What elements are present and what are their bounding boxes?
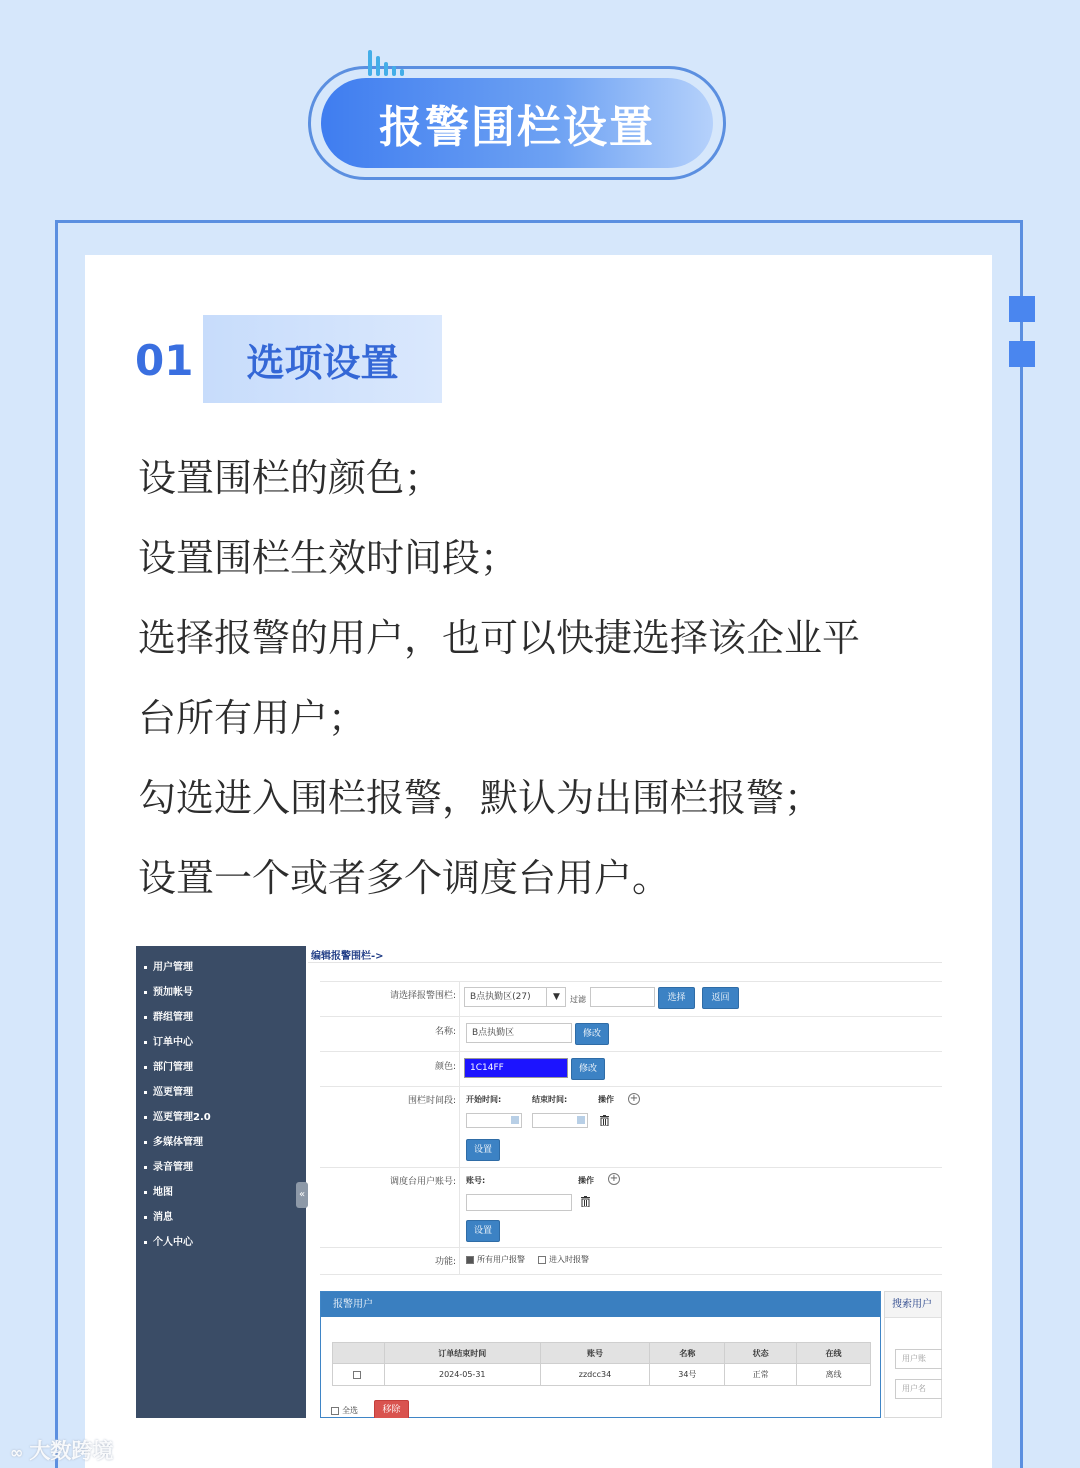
all-users-alarm-checkbox[interactable]: [466, 1256, 474, 1264]
column-header: 状态: [725, 1343, 797, 1364]
header-pill: [308, 66, 726, 180]
watermark-logo-icon: ∞: [10, 1443, 24, 1462]
divider: [320, 1086, 942, 1087]
signal-bars-icon: [368, 50, 408, 76]
watermark: [10, 1435, 113, 1465]
name-input[interactable]: B点执勤区: [466, 1023, 572, 1043]
table-row[interactable]: [333, 1364, 871, 1386]
divider: [320, 981, 942, 982]
trash-icon[interactable]: [600, 1115, 609, 1126]
column-header: [333, 1343, 385, 1364]
sidebar-item-preload-accounts[interactable]: 预加帐号: [144, 983, 193, 998]
table-header-row: [333, 1343, 871, 1364]
dispatcher-operation-label: 操作: [578, 1176, 594, 1185]
enter-alarm-checkbox[interactable]: [538, 1256, 546, 1264]
select-all-option[interactable]: 全选: [331, 1405, 358, 1416]
search-name-input[interactable]: 用户名: [895, 1379, 942, 1399]
search-account-input[interactable]: 用户账: [895, 1349, 942, 1369]
sidebar-item-profile[interactable]: 个人中心: [144, 1233, 193, 1248]
alarm-users-panel: [320, 1291, 881, 1418]
status-cell: 正常: [725, 1364, 797, 1386]
sidebar: [136, 946, 306, 1418]
section-number: 01: [135, 336, 194, 385]
operation-label: 操作: [598, 1095, 614, 1104]
page-title: 报警围栏设置: [379, 102, 655, 153]
decor-square: [1009, 341, 1035, 367]
decor-square: [1009, 296, 1035, 322]
name-modify-button[interactable]: 修改: [575, 1023, 609, 1045]
select-button[interactable]: 选择: [658, 987, 695, 1009]
fence-select[interactable]: B点执勤区(27): [464, 987, 566, 1007]
calendar-icon[interactable]: [577, 1116, 585, 1124]
end-time-cell: 2024-05-31: [384, 1364, 540, 1386]
color-label: 颜色:: [434, 1062, 456, 1072]
column-header: 账号: [540, 1343, 650, 1364]
add-period-icon[interactable]: +: [629, 1093, 639, 1104]
divider: [320, 1167, 942, 1168]
sidebar-item-groups[interactable]: 群组管理: [144, 1008, 193, 1023]
filter-input[interactable]: [590, 987, 655, 1007]
remove-button[interactable]: 移除: [374, 1400, 409, 1418]
online-cell: 离线: [797, 1364, 871, 1386]
dispatcher-account-input[interactable]: [466, 1194, 572, 1211]
divider: [885, 1317, 941, 1318]
divider: [308, 962, 942, 963]
app-screenshot: [136, 946, 942, 1418]
description-line: 勾选进入围栏报警，默认为出围栏报警；: [138, 776, 823, 820]
sidebar-item-recordings[interactable]: 录音管理: [144, 1158, 193, 1173]
column-header: 订单结束时间: [384, 1343, 540, 1364]
calendar-icon[interactable]: [511, 1116, 519, 1124]
search-users-title: 搜索用户: [885, 1292, 941, 1317]
divider: [459, 981, 460, 1274]
row-checkbox[interactable]: [353, 1371, 361, 1379]
select-fence-label: 请选择报警围栏:: [389, 991, 456, 1001]
sidebar-item-orders[interactable]: 订单中心: [144, 1033, 193, 1048]
name-cell: 34号: [650, 1364, 725, 1386]
description-line: 设置围栏生效时间段；: [138, 536, 519, 580]
trash-icon[interactable]: [581, 1196, 590, 1207]
sidebar-item-messages[interactable]: 消息: [144, 1208, 173, 1223]
add-dispatcher-icon[interactable]: +: [609, 1173, 619, 1184]
divider: [320, 1051, 942, 1052]
column-header: 名称: [650, 1343, 725, 1364]
description-line: 选择报警的用户，也可以快捷选择该企业平: [138, 616, 861, 660]
column-header: 在线: [797, 1343, 871, 1364]
start-time-label: 开始时间:: [466, 1095, 502, 1104]
name-label: 名称:: [434, 1027, 456, 1037]
chevron-down-icon[interactable]: ▼: [546, 987, 566, 1007]
sidebar-collapse-button[interactable]: «: [296, 1182, 308, 1208]
divider: [320, 1247, 942, 1248]
all-users-alarm-option[interactable]: 所有用户报警: [466, 1254, 525, 1265]
color-modify-button[interactable]: 修改: [571, 1058, 605, 1080]
account-label: 账号:: [466, 1176, 486, 1185]
search-users-panel: [884, 1291, 942, 1418]
select-all-checkbox[interactable]: [331, 1407, 339, 1415]
breadcrumb: 编辑报警围栏->: [311, 951, 384, 962]
color-input[interactable]: 1C14FF: [464, 1058, 568, 1078]
header-pill-inner: [321, 78, 713, 168]
description-line: 设置围栏的颜色；: [138, 456, 443, 500]
account-cell: zzdcc34: [540, 1364, 650, 1386]
sidebar-item-patrol[interactable]: 巡更管理: [144, 1083, 193, 1098]
section-title: 选项设置: [246, 340, 399, 385]
dispatcher-label: 调度台用户账号:: [389, 1177, 456, 1187]
description: [138, 438, 950, 918]
function-label: 功能:: [434, 1257, 456, 1267]
period-set-button[interactable]: 设置: [466, 1139, 500, 1161]
row-checkbox-cell[interactable]: [333, 1364, 385, 1386]
alarm-users-table: [332, 1342, 871, 1386]
divider: [320, 1016, 942, 1017]
period-label: 围栏时间段:: [407, 1096, 456, 1106]
sidebar-item-users[interactable]: 用户管理: [144, 958, 193, 973]
description-line: 台所有用户；: [138, 696, 367, 740]
sidebar-item-patrol-2[interactable]: 巡更管理2.0: [144, 1108, 211, 1123]
filter-label: 过滤: [570, 995, 586, 1004]
end-time-label: 结束时间:: [532, 1095, 568, 1104]
section-title-box: [203, 315, 442, 403]
divider: [320, 1274, 942, 1275]
enter-alarm-option[interactable]: 进入时报警: [538, 1254, 589, 1265]
watermark-text: 大数跨境: [29, 1439, 114, 1463]
alarm-users-title: 报警用户: [321, 1292, 880, 1317]
sidebar-item-departments[interactable]: 部门管理: [144, 1058, 193, 1073]
sidebar-item-map[interactable]: 地图: [144, 1183, 173, 1198]
sidebar-item-multimedia[interactable]: 多媒体管理: [144, 1133, 203, 1148]
dispatcher-set-button[interactable]: 设置: [466, 1220, 500, 1242]
description-line: 设置一个或者多个调度台用户。: [138, 856, 671, 900]
back-button[interactable]: 返回: [702, 987, 739, 1009]
